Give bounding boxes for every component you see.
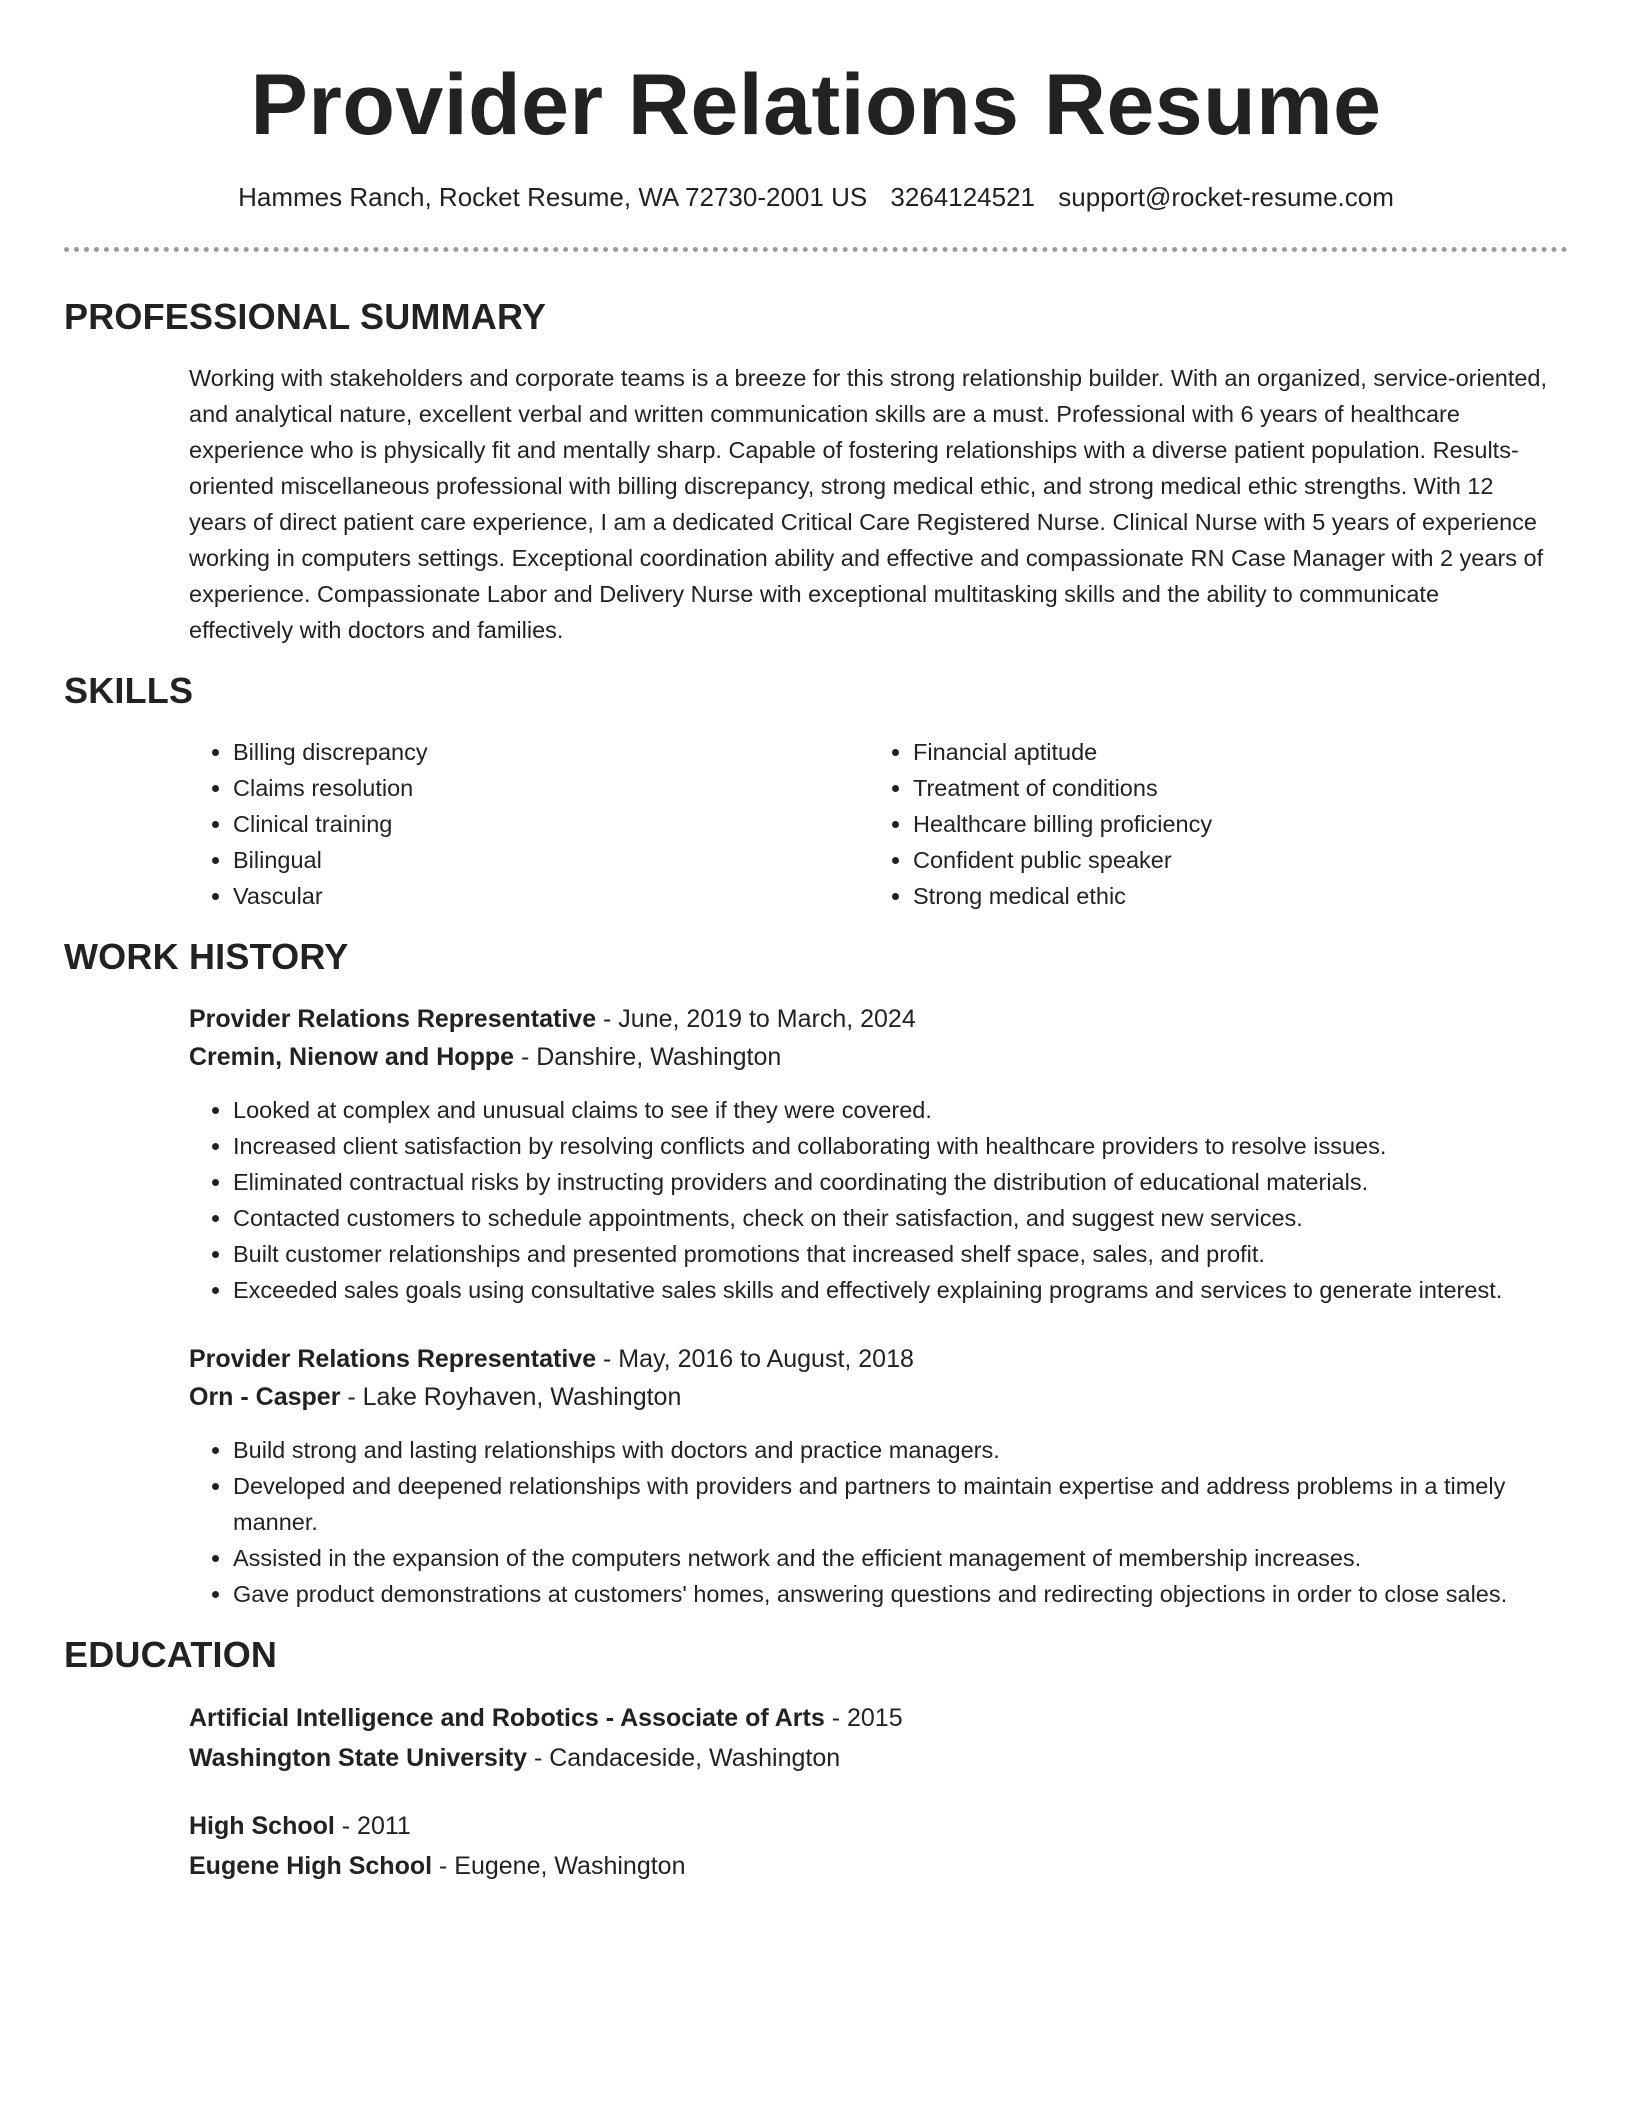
education-school-line bbox=[189, 1846, 1568, 1886]
job-dates: - June, 2019 to March, 2024 bbox=[596, 1005, 916, 1033]
section-title-work: WORK HISTORY bbox=[64, 936, 349, 977]
education-year: - 2011 bbox=[334, 1812, 411, 1840]
job-bullet: • Developed and deepened relationships with providers and partners to maintain expertise and address problems in a timely manner. bbox=[233, 1468, 1568, 1540]
job-company: Cremin, Nienow and Hoppe bbox=[189, 1043, 515, 1071]
education-school-line bbox=[189, 1738, 1568, 1778]
skill-item: • Billing discrepancy bbox=[233, 734, 869, 770]
education-entry bbox=[64, 1698, 1568, 1778]
skill-item: • Financial aptitude bbox=[913, 734, 1549, 770]
job-entry bbox=[64, 1340, 1568, 1612]
job-role: Provider Relations Representative bbox=[189, 1345, 597, 1373]
job-company-line bbox=[189, 1378, 1568, 1416]
education-location: - Eugene, Washington bbox=[432, 1852, 686, 1880]
job-bullet: • Assisted in the expansion of the computers network and the efficient management of membership increases. bbox=[233, 1540, 1568, 1576]
resume-title: Provider Relations Resume bbox=[250, 57, 1382, 153]
summary-text: Working with stakeholders and corporate teams is a breeze for this strong relationship builder. With an organized, service-oriented, and analytical nature, excellent verbal and written communication skills are a must. Professional with 6 years of healthcare experience who is physically fit and mentally sharp. Capable of fostering relationships with a diverse patient population. Results-oriented miscellaneous professional with billing discrepancy, strong medical ethic, and strong medical ethic strengths. With 12 years of direct patient care experience, I am a dedicated Critical Care Registered Nurse. Clinical Nurse with 5 years of experience working in computers settings. Exceptional coordination ability and effective and compassionate RN Case Manager with 2 years of experience. Compassionate Labor and Delivery Nurse with exceptional multitasking skills and the ability to communicate effectively with doctors and families. bbox=[189, 365, 1548, 643]
education-location: - Candaceside, Washington bbox=[527, 1744, 841, 1772]
education-degree-line bbox=[189, 1806, 1568, 1846]
job-company: Orn - Casper bbox=[189, 1383, 341, 1411]
job-dates: - May, 2016 to August, 2018 bbox=[596, 1345, 914, 1373]
education-entry bbox=[64, 1806, 1568, 1886]
skill-item: • Healthcare billing proficiency bbox=[913, 806, 1549, 842]
section-title-skills: SKILLS bbox=[64, 670, 194, 711]
job-location: - Lake Royhaven, Washington bbox=[340, 1383, 682, 1411]
job-entry bbox=[64, 1000, 1568, 1308]
skill-item: • Vascular bbox=[233, 878, 869, 914]
section-title-summary: PROFESSIONAL SUMMARY bbox=[64, 296, 547, 337]
job-bullet: • Exceeded sales goals using consultative sales skills and effectively explaining programs and services to generate interest. bbox=[233, 1272, 1568, 1308]
job-bullet: • Eliminated contractual risks by instructing providers and coordinating the distribution of educational materials. bbox=[233, 1164, 1568, 1200]
skills-list bbox=[64, 734, 1568, 914]
skill-item: • Clinical training bbox=[233, 806, 869, 842]
header-divider bbox=[64, 247, 1568, 252]
job-title-line bbox=[189, 1340, 1568, 1378]
skill-item: • Bilingual bbox=[233, 842, 869, 878]
job-bullet: • Looked at complex and unusual claims to see if they were covered. bbox=[233, 1092, 1568, 1128]
education-year: - 2015 bbox=[824, 1704, 903, 1732]
education-degree: Artificial Intelligence and Robotics - Associate of Arts bbox=[189, 1704, 825, 1732]
education-degree-line bbox=[189, 1698, 1568, 1738]
contact-phone: 3264124521 bbox=[890, 182, 1036, 212]
job-title-line bbox=[189, 1000, 1568, 1038]
education-school: Washington State University bbox=[189, 1744, 528, 1772]
job-bullet: • Contacted customers to schedule appointments, check on their satisfaction, and suggest new services. bbox=[233, 1200, 1568, 1236]
job-bullets bbox=[189, 1432, 1568, 1612]
skills-column-right bbox=[869, 734, 1549, 914]
skill-item: • Strong medical ethic bbox=[913, 878, 1549, 914]
education-school: Eugene High School bbox=[189, 1852, 433, 1880]
skill-item: • Claims resolution bbox=[233, 770, 869, 806]
job-company-line bbox=[189, 1038, 1568, 1076]
skill-item: • Treatment of conditions bbox=[913, 770, 1549, 806]
job-bullet: • Built customer relationships and presented promotions that increased shelf space, sales, and profit. bbox=[233, 1236, 1568, 1272]
job-bullets bbox=[189, 1092, 1568, 1308]
education-degree: High School bbox=[189, 1812, 335, 1840]
job-location: - Danshire, Washington bbox=[514, 1043, 782, 1071]
job-role: Provider Relations Representative bbox=[189, 1005, 597, 1033]
section-title-education: EDUCATION bbox=[64, 1634, 278, 1675]
job-bullet: • Increased client satisfaction by resolving conflicts and collaborating with healthcare providers to resolve issues. bbox=[233, 1128, 1568, 1164]
contact-email: support@rocket-resume.com bbox=[1058, 182, 1394, 212]
skills-column-left bbox=[189, 734, 869, 914]
contact-line bbox=[64, 182, 1568, 213]
job-bullet: • Gave product demonstrations at customers' homes, answering questions and redirecting objections in order to close sales. bbox=[233, 1576, 1568, 1612]
skill-item: • Confident public speaker bbox=[913, 842, 1549, 878]
job-bullet: • Build strong and lasting relationships with doctors and practice managers. bbox=[233, 1432, 1568, 1468]
contact-address: Hammes Ranch, Rocket Resume, WA 72730-2001 US bbox=[238, 182, 868, 212]
